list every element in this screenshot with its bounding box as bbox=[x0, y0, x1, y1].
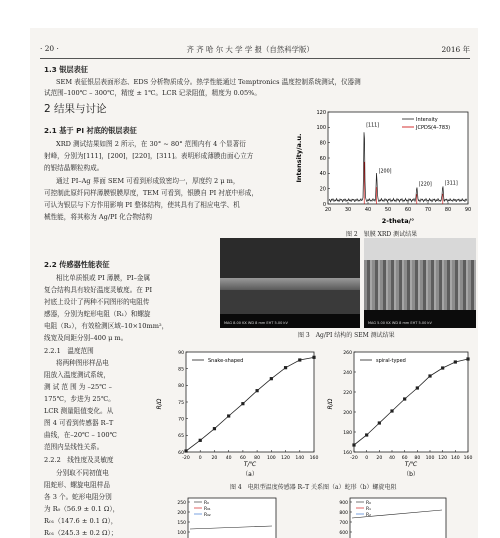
journal-title: 齐 齐 哈 尔 大 学 学 报（自然科学版） bbox=[186, 45, 314, 54]
year: 2016 年 bbox=[441, 45, 470, 54]
y-tick-label: 40 bbox=[319, 171, 326, 178]
legend-snake: Snake-shaped bbox=[208, 358, 244, 364]
body-line: 将两种图形样品电 bbox=[56, 359, 109, 367]
legend-r1: R₁ bbox=[366, 507, 371, 512]
y-tick-label: 120 bbox=[316, 109, 326, 116]
b-y-label: R/Ω bbox=[327, 398, 334, 410]
body-line: 范围内呈线性关系。 bbox=[44, 443, 104, 451]
legend-spiral: spiral-typed bbox=[376, 358, 406, 364]
sem-image-right bbox=[364, 238, 476, 328]
x-tick-label: -20 bbox=[182, 456, 190, 461]
xrd-x-label: 2-theta/° bbox=[381, 217, 415, 225]
plot-frame bbox=[186, 352, 314, 452]
x-tick-label: 80 bbox=[254, 456, 261, 461]
body-line: 测 试 范 围 为 –25℃ – bbox=[44, 383, 112, 391]
data-point bbox=[256, 389, 259, 392]
x-tick-label: 0 bbox=[198, 456, 202, 461]
x-tick-label: 80 bbox=[444, 207, 452, 213]
data-point bbox=[241, 402, 244, 405]
y-tick-label: 150 bbox=[177, 520, 186, 526]
data-point bbox=[270, 377, 273, 380]
data-point bbox=[454, 360, 457, 363]
x-tick-label: 120 bbox=[438, 456, 448, 461]
x-tick-label: 40 bbox=[364, 207, 372, 213]
x-tick-label: 30 bbox=[344, 207, 352, 213]
x-tick-label: 80 bbox=[414, 456, 421, 461]
y-tick-label: 0 bbox=[322, 201, 326, 208]
rt-chart-spiral bbox=[324, 346, 476, 478]
section-2-2-title: 2.2 传感器性能表征 bbox=[44, 260, 110, 269]
x-tick-label: 100 bbox=[425, 456, 435, 461]
legend-jcpds: JCPDS(4–783) bbox=[416, 125, 451, 131]
data-point bbox=[213, 427, 216, 430]
data-point bbox=[428, 374, 431, 377]
subsection-2-2-1-title: 2.2.1 温度范围 bbox=[44, 347, 94, 355]
subsection-2-2-2-title: 2.2.2 线性度及灵敏度 bbox=[44, 456, 114, 464]
section-1-3-title: 1.3 银层表征 bbox=[44, 65, 88, 74]
x-tick-label: 160 bbox=[309, 456, 319, 461]
x-tick-label: 40 bbox=[225, 456, 232, 461]
y-tick-label: 260 bbox=[343, 350, 352, 356]
x-tick-label: -20 bbox=[350, 456, 358, 461]
x-tick-label: 20 bbox=[376, 456, 383, 461]
xrd-y-label: Intensity/a.u. bbox=[295, 133, 303, 183]
b-x-label: T/℃ bbox=[404, 461, 418, 468]
body-line: 阻蛇形、螺旋电阻样品 bbox=[44, 481, 110, 489]
data-point bbox=[441, 366, 444, 369]
b-sublabel: （b） bbox=[403, 471, 419, 478]
section-2-1-title: 2.1 基于 PI 衬底的银层表征 bbox=[44, 126, 137, 135]
a-x-label: T/℃ bbox=[243, 461, 257, 468]
x-tick-label: 120 bbox=[281, 456, 290, 461]
data-point bbox=[390, 409, 393, 412]
y-tick-label: 700 bbox=[339, 520, 348, 526]
sem-meta-right: MAG 5.00 KX WD 8 mm EHT 5.00 kV bbox=[368, 321, 432, 325]
data-point bbox=[403, 397, 406, 400]
fig4-caption: 图 4 电阻型温度传感器 R–T 关系图（a）蛇形（b）螺旋电阻 bbox=[230, 484, 397, 491]
y-tick-label: 250 bbox=[177, 500, 186, 506]
plot-frame bbox=[188, 498, 276, 538]
legend-r01: R₀₁ bbox=[204, 507, 211, 512]
y-tick-label: 85 bbox=[178, 367, 184, 373]
y-tick-label: 100 bbox=[177, 530, 186, 536]
y-tick-label: 75 bbox=[178, 400, 184, 406]
x-tick-label: 20 bbox=[324, 207, 332, 213]
body-line: 175℃，步进为 25℃。 bbox=[44, 395, 115, 403]
x-tick-label: 70 bbox=[424, 207, 432, 213]
legend-r0: R₀ bbox=[204, 501, 209, 506]
body-line: 电阻（R₂），有效检测区域–10×10mm²， bbox=[44, 322, 169, 330]
data-point bbox=[298, 358, 301, 361]
data-point bbox=[199, 439, 202, 442]
body-line: 分别取不同初值电 bbox=[56, 469, 109, 477]
y-tick-label: 80 bbox=[178, 384, 184, 390]
y-tick-label: 220 bbox=[343, 390, 352, 396]
body-line: 图 4 可看到传感器 R–T bbox=[44, 419, 114, 427]
a-sublabel: （a） bbox=[242, 471, 258, 478]
body-line: XRD 测试结果如图 2 所示，在 30° ~ 80° 范围内有 4 个显著衍 bbox=[56, 140, 246, 148]
peak-label: [311] bbox=[444, 181, 458, 187]
peak-label: [111] bbox=[366, 123, 380, 129]
data-point bbox=[378, 421, 381, 424]
legend-r0: R₀ bbox=[366, 501, 371, 506]
x-tick-label: 40 bbox=[389, 456, 395, 461]
data-point bbox=[284, 366, 287, 369]
y-tick-label: 160 bbox=[343, 450, 352, 456]
y-tick-label: 240 bbox=[343, 370, 352, 376]
y-tick-label: 900 bbox=[339, 500, 348, 506]
y-tick-label: 60 bbox=[319, 155, 326, 162]
linearity-chart-a bbox=[168, 496, 278, 538]
body-line: 试范围–100℃ – 300℃，精度 ± 1℃。LCR 记录阻值，精度为 0.05%。 bbox=[44, 89, 262, 97]
y-tick-label: 600 bbox=[339, 530, 348, 536]
data-point bbox=[416, 386, 419, 389]
data-point bbox=[466, 357, 469, 360]
x-tick-label: 100 bbox=[266, 456, 276, 461]
body-line: 感器，分别为蛇形电阻（R₁）和螺旋 bbox=[44, 310, 151, 318]
y-tick-label: 200 bbox=[343, 410, 352, 416]
section-2-title: 2 结果与讨论 bbox=[44, 103, 107, 115]
body-line: 曲线，在–20℃ – 100℃ bbox=[44, 431, 117, 439]
legend-r2: R₂ bbox=[366, 513, 371, 518]
fig3-caption: 图 3 Ag/PI 结构的 SEM 测试结果 bbox=[298, 332, 395, 339]
x-tick-label: 160 bbox=[463, 456, 473, 461]
plot-frame bbox=[350, 498, 446, 538]
y-tick-label: 100 bbox=[316, 125, 326, 132]
body-line: 衬底上设计了两种不同图形的电阻传 bbox=[44, 298, 150, 306]
rt-chart-snake bbox=[152, 346, 322, 478]
y-tick-label: 70 bbox=[178, 417, 184, 423]
xrd-chart bbox=[292, 106, 476, 226]
body-line: 可认为银层与下方作用影响 PI 整体结构，使其具有了相应电学、机 bbox=[44, 201, 240, 209]
fig2-caption: 图 2 银膜 XRD 测试结果 bbox=[346, 231, 418, 238]
body-line: 线宽及间距分别–400 μ m。 bbox=[44, 334, 128, 342]
body-line: SEM 表征银层表面形态、EDS 分析物质成分。热学性能通过 Temptronics 温度控制系统测试，仪器测 bbox=[56, 78, 361, 86]
legend-r02: R₀₂ bbox=[204, 513, 211, 518]
body-line: 阻放入温度测试系统， bbox=[44, 371, 110, 379]
data-point bbox=[312, 356, 315, 359]
x-tick-label: 0 bbox=[365, 456, 369, 461]
x-tick-label: 60 bbox=[401, 456, 408, 461]
body-line: 射峰，分别为[111]，[200]，[220]，[311]。表明形成薄膜由面心立方 bbox=[44, 152, 254, 160]
body-line: 通过 PI–Ag 界面 SEM 可看到形成致密均一，厚度约 2 μ m， bbox=[56, 177, 240, 185]
y-tick-label: 200 bbox=[177, 510, 186, 516]
body-line: 可控制此原纤同样薄膜银膜厚度，TEM 可看到，银膜自 PI 衬底中形成， bbox=[44, 189, 258, 197]
body-line: R₀₁（147.6 ± 0.1 Ω）， bbox=[44, 517, 118, 525]
data-point bbox=[184, 449, 187, 452]
peak-label: [200] bbox=[378, 169, 392, 175]
body-line: 复合结构具有较好温度灵敏度。在 PI bbox=[44, 286, 153, 294]
x-tick-label: 140 bbox=[450, 456, 460, 461]
page-number: · 20 · bbox=[40, 44, 59, 53]
data-point bbox=[365, 433, 368, 436]
sem-image-left bbox=[220, 238, 360, 328]
legend-intensity: Intensity bbox=[416, 117, 438, 123]
body-line: 各 3 个。蛇形电阻分别 bbox=[44, 493, 112, 501]
x-tick-label: 50 bbox=[384, 207, 392, 213]
y-tick-label: 80 bbox=[319, 140, 326, 147]
x-tick-label: 20 bbox=[211, 456, 218, 461]
data-point bbox=[352, 443, 355, 446]
x-tick-label: 60 bbox=[404, 207, 412, 213]
body-line: 为 R₀（56.9 ± 0.1 Ω）， bbox=[44, 505, 120, 513]
y-tick-label: 60 bbox=[178, 450, 184, 456]
body-line: 械性能，将其称为 Ag/PI 化合物结构 bbox=[44, 213, 153, 221]
body-line: 相比单质银或 PI 薄膜，PI–金属 bbox=[56, 274, 151, 282]
y-tick-label: 90 bbox=[178, 350, 184, 356]
y-tick-label: 800 bbox=[339, 510, 348, 516]
sem-meta-left: MAG 8.00 KX WD 8 mm EHT 5.00 kV bbox=[224, 321, 288, 325]
y-tick-label: 20 bbox=[319, 186, 326, 193]
y-tick-label: 180 bbox=[343, 430, 352, 436]
x-tick-label: 90 bbox=[464, 207, 472, 213]
journal-page bbox=[30, 28, 478, 538]
linearity-chart-b bbox=[330, 496, 448, 538]
peak-label: [220] bbox=[418, 182, 432, 188]
body-line: LCR 测量阻值变化。从 bbox=[44, 407, 114, 415]
body-line: R₀₁（245.3 ± 0.2 Ω）； bbox=[44, 529, 118, 537]
running-header bbox=[40, 44, 470, 59]
body-line: 的银结晶颗粒构成。 bbox=[44, 164, 104, 172]
data-point bbox=[227, 414, 230, 417]
x-tick-label: 140 bbox=[295, 456, 305, 461]
a-y-label: R/Ω bbox=[156, 398, 163, 410]
plot-frame bbox=[354, 352, 468, 452]
x-tick-label: 60 bbox=[239, 456, 246, 461]
y-tick-label: 65 bbox=[178, 434, 184, 440]
